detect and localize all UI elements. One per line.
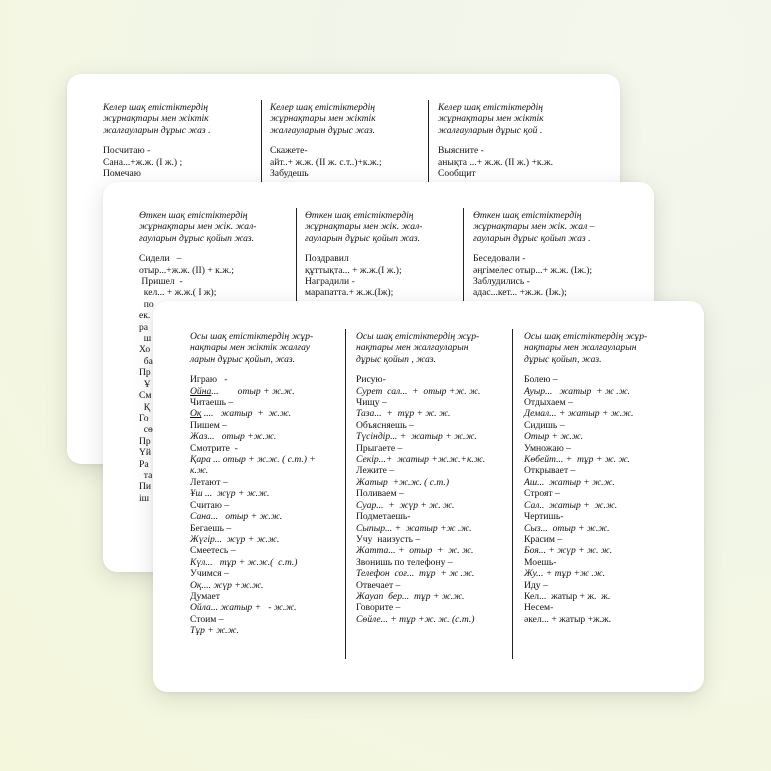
exercise-line: әңгімелес отыр...+ ж.ж. (Iж.); [473,264,593,276]
exercise-line: Сыз... отыр + ж.ж. [524,522,610,534]
exercise-line: анықта ...+ ж.ж. (II ж.) +к.ж. [438,156,554,168]
exercise-line: Ойна... отыр + ж.ж. [190,385,295,397]
exercise-line: Сидишь – [524,419,565,431]
exercise-line: Күл... тұр + ж.ж.( с.т.) [190,556,298,568]
exercise-line: Ауыр... жатыр + ж .ж. [524,385,631,397]
exercise-line: Го [139,412,149,424]
exercise-heading: Өткен шақ етістіктердің жұрнақтары мен жік. жал – ғауларын дұрыс қойып жаз . [473,210,595,244]
exercise-line: Рисую- [356,374,386,386]
worksheet-card-present-tense [153,301,704,692]
exercise-line: Смотрите - [190,442,238,454]
exercise-line: Жу... + тұр +ж .ж. [524,568,606,580]
exercise-line: Сал.. жатыр + ж.ж. [524,499,618,511]
exercise-line: Сана...+ж.ж. (I ж.) ; [103,156,183,168]
exercise-line: Қ [139,401,151,413]
exercise-line: Звонишь по телефону – [356,556,453,568]
exercise-line: Несем- [524,602,554,614]
exercise-line: Подметаешь- [356,511,411,523]
exercise-line: Сыпыр... + жатыр +ж .ж. [356,522,472,534]
exercise-line: Прыгаете – [356,442,403,454]
exercise-line: Ұш ... жүр + ж.ж. [190,488,270,500]
exercise-line: Помечаю [103,168,141,180]
exercise-heading: Осы шақ етістіктердің жұр- нақтары мен жіктік жалғау ларын дұрыс қойып, жаз. [190,331,314,365]
exercise-line: Смеетесь – [190,545,236,557]
exercise-line: к.ж. [190,465,209,477]
exercise-line: Демал... + жатыр + ж.ж. [524,408,634,420]
exercise-line: Сообщит [438,168,476,180]
exercise-line: Отыр + ж.ж. [524,431,584,443]
exercise-line: Открывает – [524,465,576,477]
exercise-line: Чертишь- [524,511,564,523]
exercise-line: Аш... жатыр + ж.ж. [524,476,615,488]
exercise-line: Играю - [190,374,228,386]
exercise-line: по [139,298,154,310]
exercise-line: Сөйле... + тұр +ж. ж. (с.т.) [356,613,475,625]
exercise-line: Пришел - [139,276,183,288]
exercise-line: кел... + ж.ж.( I ж); [139,287,217,299]
exercise-line: См [139,390,152,402]
exercise-line: Жатта... + отыр + ж. ж. [356,545,474,557]
exercise-line: Красим – [524,533,563,545]
exercise-line: Лежите – [356,465,395,477]
exercise-line: іш [139,492,150,504]
exercise-line: Тұр + ж.ж. [190,625,239,637]
exercise-heading: Өткен шақ етістіктердің жұрнақтары мен жік. жал- ғауларын дұрыс қойып жаз. [139,210,257,244]
exercise-line: Чищу – [356,397,387,409]
exercise-line: Оқ .... жатыр + ж.ж. [190,408,292,420]
exercise-line: Думает [190,590,220,602]
exercise-line: Сана... отыр + ж.ж. [190,511,283,523]
exercise-line: Қара ... отыр + ж.ж. ( с.т.) + [190,454,316,466]
exercise-line: Ойла... жатыр + - ж.ж. [190,602,297,614]
exercise-heading: Осы шақ етістіктердің жұр- нақтары мен жалғауларын дұрыс қойып, жаз. [524,331,648,365]
exercise-line: Строят – [524,488,560,500]
exercise-line: айт..+ ж.ж. (II ж. с.т..)+к.ж.; [270,156,382,168]
exercise-line: Жүгір... жүр + ж.ж. [190,533,280,545]
exercise-line: Пр [139,435,151,447]
exercise-line: адас...кет... +ж.ж. (Iж.); [473,287,567,299]
exercise-line: Ра [139,458,149,470]
exercise-line: Үй [139,447,152,459]
exercise-line: Сидели – [139,253,182,265]
exercise-line: ш [139,333,152,345]
exercise-line: Отвечает – [356,579,401,591]
exercise-line: Беседовали - [473,253,526,265]
exercise-line: Умножаю – [524,442,571,454]
exercise-line: Скажете- [270,145,308,157]
exercise-line: Отдыхаем – [524,397,573,409]
exercise-line: Боя... + жүр + ж. ж. [524,545,613,557]
exercise-line: Заблудились - [473,276,530,288]
exercise-line: ек. [139,310,151,322]
exercise-line: ра [139,321,149,333]
exercise-line: Болею – [524,374,558,386]
exercise-line: Поздравил [305,253,349,265]
exercise-line: Кел... жатыр + ж. ж. [524,590,611,602]
exercise-line: та [139,469,153,481]
exercise-line: әкел... + жатыр +ж.ж. [524,613,612,625]
exercise-line: Учимся – [190,568,229,580]
exercise-heading: Келер шақ етістіктердің жұрнақтары мен жіктік жалғауларын дұрыс жаз. [270,102,376,136]
exercise-line: Хо [139,344,151,356]
exercise-line: ба [139,355,153,367]
exercise-line: Наградили - [305,276,355,288]
column-3 [512,329,699,659]
exercise-line: Иду – [524,579,548,591]
exercise-line: Пи [139,481,152,493]
exercise-line: Выясните - [438,145,484,157]
exercise-line: Жауап бер... тұр + ж.ж. [356,590,465,602]
exercise-line: Түсіндір... + жатыр + ж.ж. [356,431,477,443]
column-1 [190,331,340,692]
exercise-line: Жатыр +ж.ж. ( с.т.) [356,476,450,488]
exercise-line: Посчитаю - [103,145,151,157]
exercise-line: Сурет сал... + отыр +ж. ж. [356,385,481,397]
exercise-line: Стоим – [190,613,224,625]
column-2 [345,329,511,659]
exercise-line: Поливаем – [356,488,404,500]
exercise-line: Пр [139,367,151,379]
exercise-line: Жаз... отыр +ж.ж. [190,431,277,443]
exercise-line: Говорите – [356,602,401,614]
exercise-line: Забудешь [270,168,309,180]
exercise-line: Көбейт... + тұр + ж. ж. [524,454,630,466]
exercise-line: Таза... + тұр + ж. ж. [356,408,451,420]
exercise-heading: Өткен шақ етістіктердің жұрнақтары мен жік. жал- ғауларын дұрыс қойып жаз. [305,210,423,244]
exercise-line: Секір...+ жатыр +ж.ж.+к.ж. [356,454,486,466]
exercise-line: сө [139,424,153,436]
exercise-line: Учу наизусть – [356,533,421,545]
exercise-line: Суар... + жүр + ж. ж. [356,499,455,511]
exercise-line: Моешь- [524,556,557,568]
exercise-line: Телефон соғ... тұр + ж .ж. [356,568,475,580]
exercise-line: Читаешь – [190,397,234,409]
exercise-line: Бегаешь – [190,522,232,534]
exercise-line: Пишем – [190,419,227,431]
exercise-line: Ұ [139,378,151,390]
exercise-line: Оқ.... жүр +ж.ж. [190,579,264,591]
exercise-line: отыр...+ж.ж. (II) + к.ж.; [139,264,234,276]
exercise-line: құттықта... + ж.ж.(I ж.); [305,264,402,276]
exercise-heading: Келер шақ етістіктердің жұрнақтары мен жіктік жалғауларын дұрыс қой . [438,102,544,136]
exercise-line: марапатта.+ ж.ж.(Iж); [305,287,394,299]
exercise-heading: Келер шақ етістіктердің жұрнақтары мен жіктік жалғауларын дұрыс жаз . [103,102,211,136]
exercise-line: Объясняешь – [356,419,414,431]
exercise-line: Считаю – [190,499,230,511]
exercise-heading: Осы шақ етістіктердің жұр- нақтары мен жалғауларын дұрыс қойып , жаз. [356,331,480,365]
exercise-line: Летают – [190,476,228,488]
